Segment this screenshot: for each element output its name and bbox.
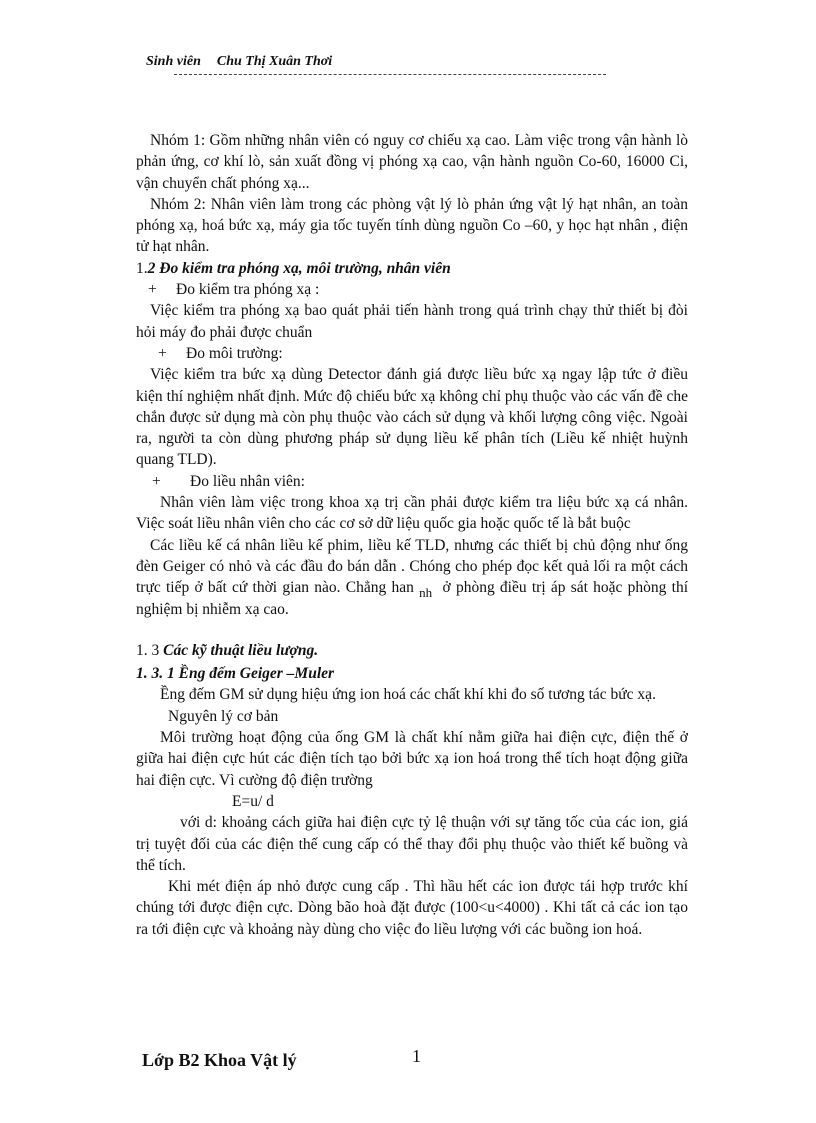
paragraph-environment: Việc kiểm tra bức xạ dùng Detector đánh giá được liều bức xạ ngay lập tức ở điều kiện thí nghiệm nhất định. Mức độ chiếu bức xạ không chỉ phụ thuộc vào các vấn đề che chắn được sử dụng mà còn phụ thuộc vào cách sử dụng và khối lượng công việc. Ngoài ra, người ta còn dùng phương pháp sử dụng liều kế phân tích (Liều kế nhiệt huỳnh quang TLD).: [136, 366, 688, 469]
document-body: [136, 130, 688, 940]
bullet-label: Đo kiểm tra phóng xạ :: [176, 281, 320, 299]
paragraph-voltage: Khi mét điện áp nhỏ được cung cấp . Thì hầu hết các ion được tái hợp trước khí chúng tới được điện cực. Dòng bão hoà đặt được (100<u<4000) . Khi tất cả các ion tạo ra tới điện cực và khoảng này dùng cho việc đo liều lượng với các buồng ion hoá.: [136, 878, 688, 938]
page-header: [146, 54, 332, 70]
page-footer: Lớp B2 Khoa Vật lý: [142, 1050, 297, 1070]
subsection-heading-1-3-1: 1. 3. 1 Ềng đếm Geiger –Muler: [136, 665, 335, 683]
paragraph-distance: với d: khoảng cách giữa hai điện cực tỷ lệ thuận với sự tăng tốc của các ion, giá trị tuyệt đối của các điện thế cung cấp có thể thay đổi phụ thuộc vào thiết kế buồng và thể tích.: [136, 814, 688, 874]
bullet-mark: +: [148, 281, 157, 299]
section-title: 2 Đo kiểm tra phóng xạ, môi trường, nhân viên: [147, 259, 451, 277]
paragraph-principle: Nguyên lý cơ bản: [168, 707, 279, 725]
equation: E=u/ d: [232, 792, 274, 810]
paragraph-group-1: Nhóm 1: Gồm những nhân viên có nguy cơ chiếu xạ cao. Làm việc trong vận hành lò phản ứng, cơ khí lò, sản xuất đồng vị phóng xạ cao, vận hành nguồn Co-60, 16000 Ci, vận chuyển chất phóng xạ...: [136, 132, 688, 192]
bullet-mark: +: [158, 344, 167, 362]
paragraph-group-2: Nhóm 2: Nhân viên làm trong các phòng vật lý lò phản ứng vật lý hạt nhân, an toàn phóng xạ, hoá bức xạ, máy gia tốc tuyến tính dùng nguồn Co –60, y học hạt nhân , điện tử hạt nhân.: [136, 195, 688, 256]
bullet-mark: +: [152, 472, 161, 490]
bullet-staff-dose: [136, 471, 688, 492]
paragraph-staff-dose: Nhân viên làm việc trong khoa xạ trị cần phải được kiểm tra liệu bức xạ cá nhân. Việc soát liều nhân viên cho các cơ sở dữ liệu quốc gia hoặc quốc tế là bắt buộc: [136, 494, 688, 533]
dosimeters-text-end: ở phòng điều trị áp sát hoặc phòng thí nghiệm bị nhiễm xạ cao.: [136, 579, 688, 618]
paragraph-gm-intro: Ềng đếm GM sử dụng hiệu ứng ion hoá các chất khí khi đo số tương tác bức xạ.: [160, 686, 656, 704]
header-divider: [174, 74, 606, 75]
dosimeters-text: Các liều kế cá nhân liều kế phim, liều kế TLD, nhưng các thiết bị chủ động như ống đèn Geiger có nhỏ và các đầu đo bán dẫn . Chóng cho phép đọc kết quả lối ra một cách trực tiếp ở bất cứ thời gian nào. Chẳng han: [136, 536, 688, 597]
bullet-radiation-check: [136, 279, 688, 300]
bullet-label: Đo liều nhân viên:: [190, 472, 305, 490]
section-heading-1-2: [136, 258, 688, 279]
bullet-environment: [136, 343, 688, 364]
header-author: Chu Thị Xuân Thơi: [216, 54, 333, 69]
bullet-label: Đo môi trường:: [186, 344, 283, 362]
subscript-fragment: nh: [419, 585, 433, 601]
section-number: 1. 3: [136, 641, 160, 659]
paragraph-radiation-check: Việc kiểm tra phóng xạ bao quát phải tiến hành trong quá trình chạy thử thiết bị đòi hỏi máy đo phải được chuẩn: [136, 302, 688, 341]
header-label: Sinh viên: [146, 54, 201, 69]
spacer: [136, 620, 688, 640]
paragraph-dosimeters: [136, 535, 688, 620]
section-heading-1-3: [136, 640, 688, 661]
page-number: 1: [412, 1046, 421, 1066]
section-number: 1.: [136, 259, 148, 277]
section-title: Các kỹ thuật liều lượng.: [163, 641, 319, 659]
paragraph-gm-medium: Môi trường hoạt động của ống GM là chất khí nằm giữa hai điện cực, điện thế ở giữa hai điện cực hút các điện tích tạo bởi bức xạ ion hoá trong thể tích hoạt động giữa hai điện cực. Vì cường độ điện trường: [136, 729, 688, 789]
